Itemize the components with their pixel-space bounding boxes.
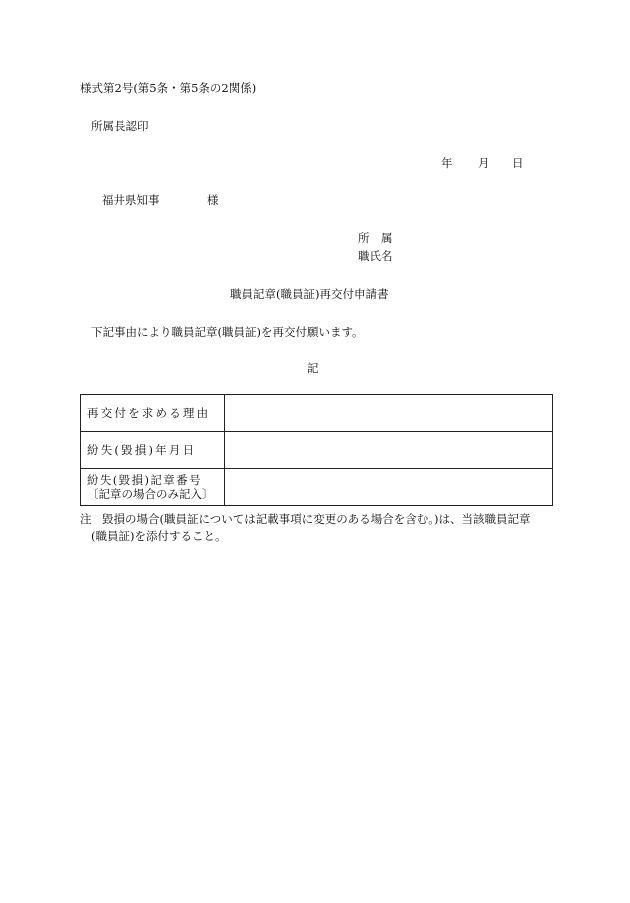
addressee-honorific: 様	[207, 193, 219, 207]
reason-field[interactable]	[225, 395, 553, 432]
note-line-2: (職員証)を添付すること。	[91, 529, 227, 543]
row-label-date	[81, 432, 225, 469]
date-month: 月	[478, 156, 490, 170]
application-table	[80, 394, 553, 506]
table-row	[81, 395, 553, 432]
label-subtext: 〔記章の場合のみ記入〕	[87, 487, 214, 501]
name-label: 職氏名	[358, 249, 393, 263]
date-year: 年	[441, 156, 453, 170]
request-text: 下記事由により職員記章(職員証)を再交付願います。	[91, 325, 364, 339]
row-label-badge-number	[81, 469, 225, 506]
date-day: 日	[512, 156, 524, 170]
form-number: 様式第2号(第5条・第5条の2関係)	[80, 81, 257, 95]
table-row	[81, 469, 553, 506]
ki-heading: 記	[307, 361, 319, 375]
addressee-name: 福井県知事	[102, 193, 160, 207]
loss-date-field[interactable]	[225, 432, 553, 469]
affiliation-label: 所 属	[358, 231, 393, 245]
note-marker: 注	[80, 512, 92, 526]
badge-number-field[interactable]	[225, 469, 553, 506]
label-text: 紛失(毀損)記章番号	[87, 473, 202, 487]
table-row	[81, 432, 553, 469]
row-label-reason	[81, 395, 225, 432]
approval-seal-label: 所属長認印	[91, 119, 149, 133]
note-line-1: 毀損の場合(職員証については記載事項に変更のある場合を含む。)は、当該職員記章	[102, 512, 531, 526]
label-text: 紛失(毀損)年月日	[87, 443, 197, 457]
document-title: 職員記章(職員証)再交付申請書	[230, 287, 389, 301]
label-text: 再交付を求める理由	[87, 406, 211, 420]
